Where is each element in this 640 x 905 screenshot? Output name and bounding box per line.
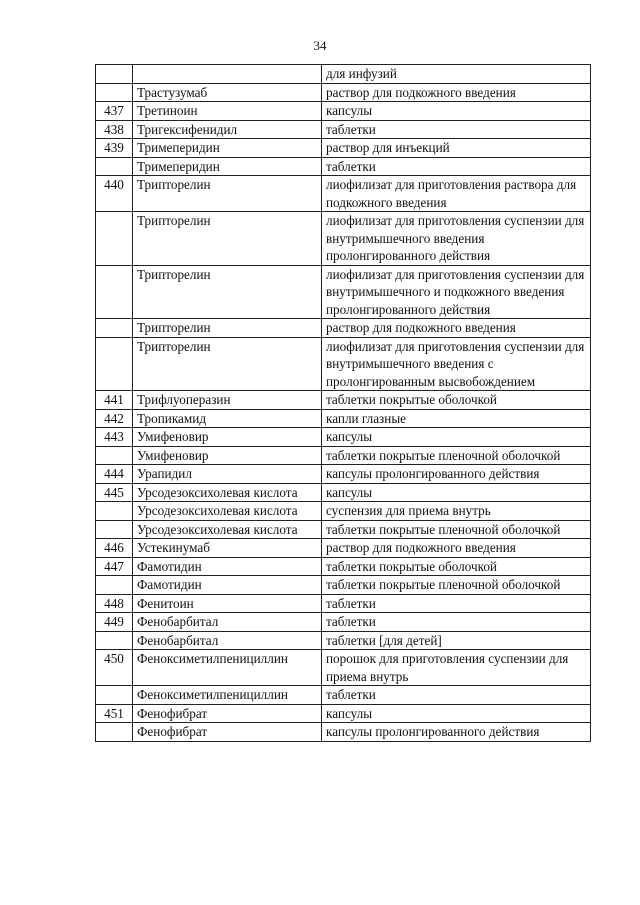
table-row <box>96 83 591 102</box>
table-row <box>96 446 591 465</box>
drug-name: Третиноин <box>133 102 322 121</box>
table-row <box>96 120 591 139</box>
dosage-form: раствор для подкожного введения <box>322 539 591 558</box>
row-number <box>96 212 133 266</box>
table-row <box>96 520 591 539</box>
table-row <box>96 157 591 176</box>
table-row <box>96 631 591 650</box>
dosage-form: таблетки <box>322 613 591 632</box>
drug-name: Трифлуоперазин <box>133 391 322 410</box>
drug-name: Трипторелин <box>133 176 322 212</box>
row-number: 444 <box>96 465 133 484</box>
row-number: 446 <box>96 539 133 558</box>
row-number <box>96 319 133 338</box>
table-row <box>96 428 591 447</box>
drug-name: Устекинумаб <box>133 539 322 558</box>
drug-name: Фенофибрат <box>133 723 322 742</box>
drug-name: Тримеперидин <box>133 157 322 176</box>
row-number: 443 <box>96 428 133 447</box>
row-number <box>96 337 133 391</box>
drug-name: Фенитоин <box>133 594 322 613</box>
row-number: 438 <box>96 120 133 139</box>
drug-name: Трастузумаб <box>133 83 322 102</box>
dosage-form: таблетки покрытые пленочной оболочкой <box>322 576 591 595</box>
dosage-form: лиофилизат для приготовления раствора для подкожного введения <box>322 176 591 212</box>
row-number <box>96 157 133 176</box>
table-row <box>96 704 591 723</box>
drug-name: Умифеновир <box>133 428 322 447</box>
row-number: 450 <box>96 650 133 686</box>
table-row <box>96 502 591 521</box>
drug-name: Фенофибрат <box>133 704 322 723</box>
drug-table <box>95 64 591 742</box>
table-row <box>96 65 591 84</box>
row-number <box>96 502 133 521</box>
dosage-form: для инфузий <box>322 65 591 84</box>
drug-name: Трипторелин <box>133 265 322 319</box>
dosage-form: таблетки [для детей] <box>322 631 591 650</box>
drug-name: Феноксиметилпенициллин <box>133 686 322 705</box>
row-number <box>96 265 133 319</box>
table-row <box>96 686 591 705</box>
table-row <box>96 576 591 595</box>
table-row <box>96 483 591 502</box>
table-row <box>96 650 591 686</box>
row-number: 440 <box>96 176 133 212</box>
row-number <box>96 65 133 84</box>
drug-name: Умифеновир <box>133 446 322 465</box>
dosage-form: таблетки покрытые оболочкой <box>322 391 591 410</box>
dosage-form: суспензия для приема внутрь <box>322 502 591 521</box>
dosage-form: капсулы <box>322 102 591 121</box>
row-number: 442 <box>96 409 133 428</box>
dosage-form: порошок для приготовления суспензии для приема внутрь <box>322 650 591 686</box>
table-row <box>96 557 591 576</box>
table-row <box>96 337 591 391</box>
drug-name: Урсодезоксихолевая кислота <box>133 483 322 502</box>
dosage-form: таблетки покрытые оболочкой <box>322 557 591 576</box>
table-row <box>96 102 591 121</box>
drug-name: Трипторелин <box>133 212 322 266</box>
dosage-form: раствор для подкожного введения <box>322 83 591 102</box>
row-number: 437 <box>96 102 133 121</box>
dosage-form: лиофилизат для приготовления суспензии для внутримышечного введения с пролонгированным высвобождением <box>322 337 591 391</box>
table-row <box>96 723 591 742</box>
table-row <box>96 139 591 158</box>
table-row <box>96 176 591 212</box>
drug-name: Фамотидин <box>133 557 322 576</box>
dosage-form: капсулы пролонгированного действия <box>322 465 591 484</box>
table-row <box>96 613 591 632</box>
dosage-form: капсулы <box>322 428 591 447</box>
dosage-form: таблетки <box>322 594 591 613</box>
drug-name: Тропикамид <box>133 409 322 428</box>
row-number <box>96 83 133 102</box>
dosage-form: раствор для подкожного введения <box>322 319 591 338</box>
dosage-form: таблетки <box>322 120 591 139</box>
dosage-form: раствор для инъекций <box>322 139 591 158</box>
drug-name: Трипторелин <box>133 337 322 391</box>
row-number: 451 <box>96 704 133 723</box>
row-number: 439 <box>96 139 133 158</box>
dosage-form: таблетки покрытые пленочной оболочкой <box>322 520 591 539</box>
dosage-form: таблетки <box>322 157 591 176</box>
table-row <box>96 319 591 338</box>
row-number: 441 <box>96 391 133 410</box>
dosage-form: капсулы <box>322 483 591 502</box>
row-number: 445 <box>96 483 133 502</box>
dosage-form: таблетки <box>322 686 591 705</box>
row-number <box>96 576 133 595</box>
drug-name: Урсодезоксихолевая кислота <box>133 502 322 521</box>
row-number <box>96 446 133 465</box>
drug-name: Тримеперидин <box>133 139 322 158</box>
table-row <box>96 594 591 613</box>
drug-name: Фамотидин <box>133 576 322 595</box>
row-number <box>96 520 133 539</box>
row-number: 447 <box>96 557 133 576</box>
drug-name <box>133 65 322 84</box>
table-row <box>96 265 591 319</box>
page-number: 34 <box>313 38 327 53</box>
dosage-form: таблетки покрытые пленочной оболочкой <box>322 446 591 465</box>
row-number <box>96 723 133 742</box>
table-row <box>96 391 591 410</box>
drug-name: Урсодезоксихолевая кислота <box>133 520 322 539</box>
table-row <box>96 409 591 428</box>
table-row <box>96 212 591 266</box>
table-body <box>96 65 591 742</box>
dosage-form: капсулы <box>322 704 591 723</box>
table-row <box>96 465 591 484</box>
drug-name: Тригексифенидил <box>133 120 322 139</box>
dosage-form: капли глазные <box>322 409 591 428</box>
dosage-form: лиофилизат для приготовления суспензии для внутримышечного и подкожного введения пролонгированного действия <box>322 265 591 319</box>
row-number <box>96 631 133 650</box>
drug-name: Фенобарбитал <box>133 631 322 650</box>
dosage-form: лиофилизат для приготовления суспензии для внутримышечного введения пролонгированного действия <box>322 212 591 266</box>
row-number <box>96 686 133 705</box>
dosage-form: капсулы пролонгированного действия <box>322 723 591 742</box>
row-number: 449 <box>96 613 133 632</box>
drug-name: Фенобарбитал <box>133 613 322 632</box>
drug-name: Урапидил <box>133 465 322 484</box>
drug-name: Трипторелин <box>133 319 322 338</box>
drug-name: Феноксиметилпенициллин <box>133 650 322 686</box>
table-row <box>96 539 591 558</box>
row-number: 448 <box>96 594 133 613</box>
